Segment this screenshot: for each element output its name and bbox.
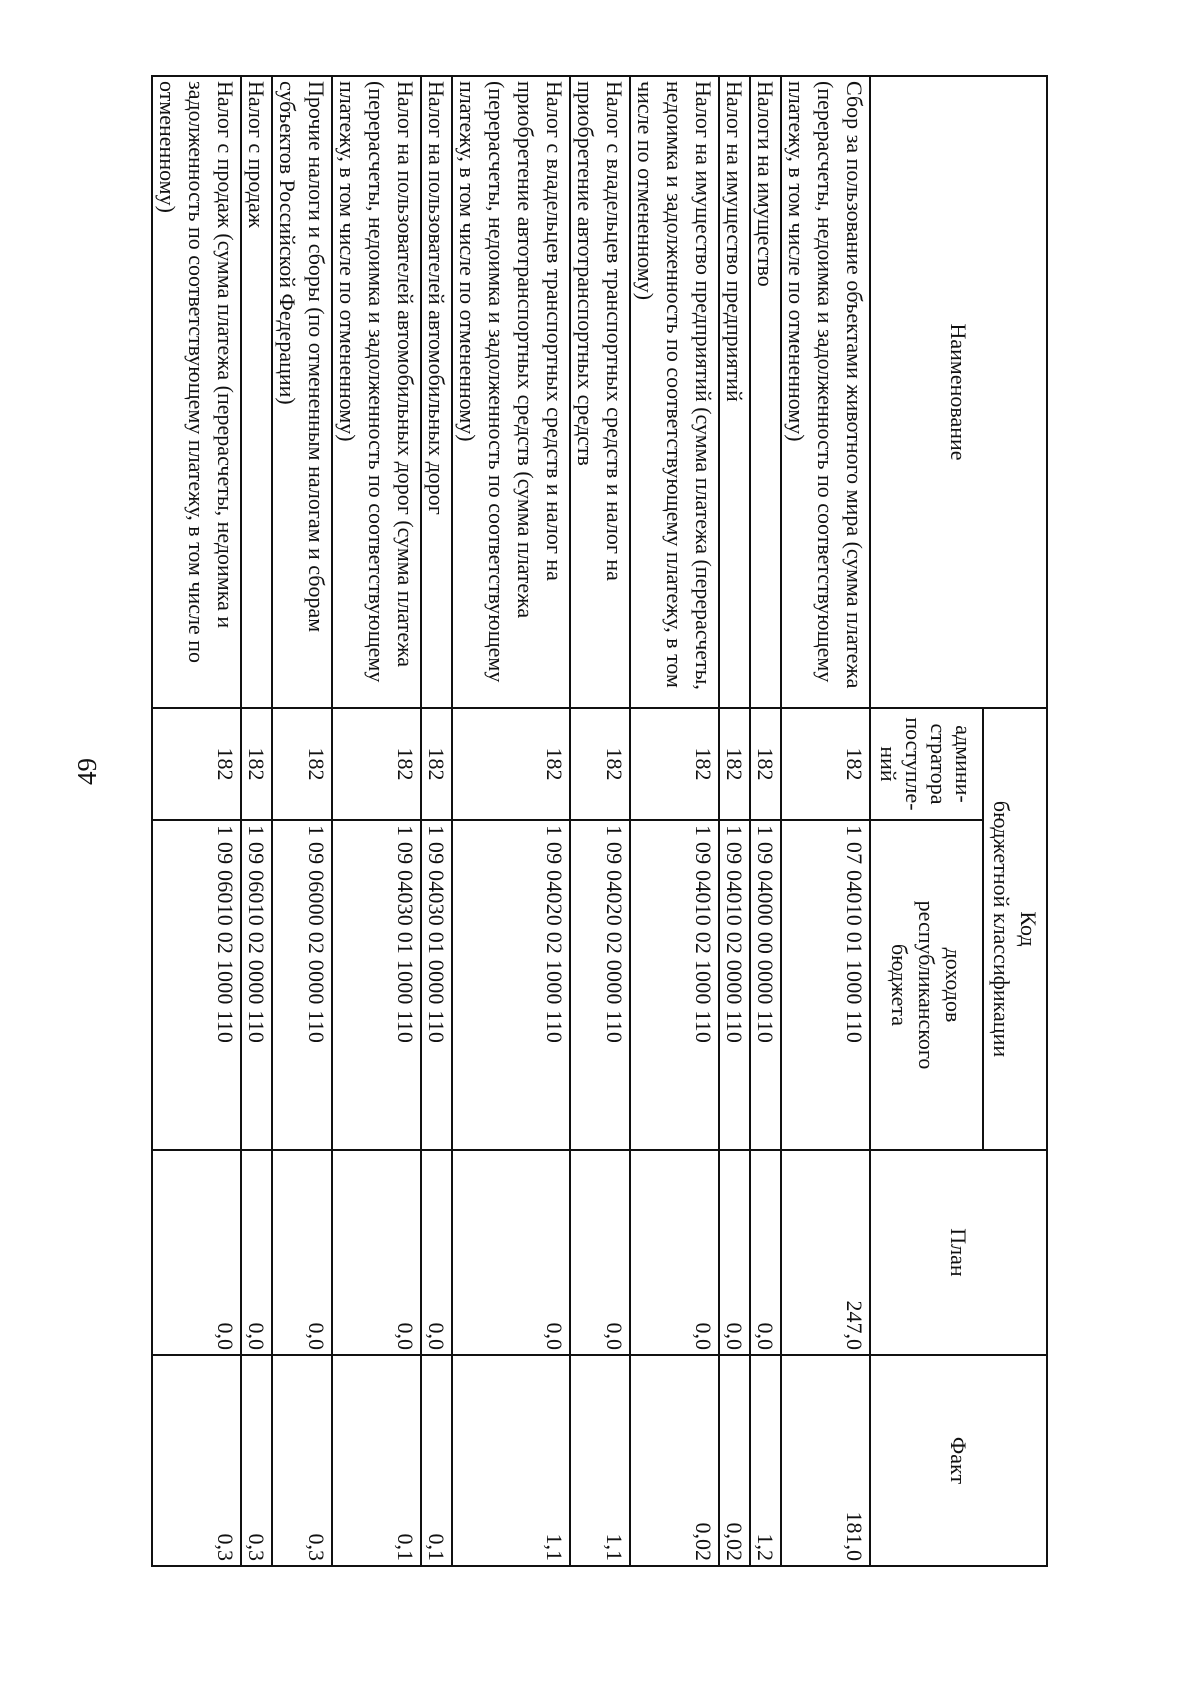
row-name: Налог на пользователей автомобильных дорог — [421, 76, 452, 708]
row-name: Налог с владельцев транспортных средств и налог на приобретение автотранспортных средств — [570, 76, 630, 708]
row-fact: 1,1 — [452, 1355, 570, 1566]
row-fact: 0,02 — [630, 1355, 719, 1566]
row-admin-code: 182 — [452, 708, 570, 820]
row-budget-code: 1 09 06010 02 1000 110 — [152, 820, 241, 1150]
row-name: Налоги на имущество — [750, 76, 781, 708]
row-fact: 0,1 — [332, 1355, 421, 1566]
row-admin-code: 182 — [570, 708, 630, 820]
row-fact: 0,1 — [421, 1355, 452, 1566]
row-plan: 0,0 — [719, 1150, 750, 1355]
table-row — [750, 76, 781, 1566]
header-name: Наименование — [870, 76, 1047, 708]
row-plan: 0,0 — [452, 1150, 570, 1355]
row-name: Налог на пользователей автомобильных дорог (сумма платежа (перерасчеты, недоимка и задолженность по соответствующему платежу, в том числе по отмененному) — [332, 76, 421, 708]
row-budget-code: 1 09 04010 02 0000 110 — [719, 820, 750, 1150]
row-name: Налог с продаж — [241, 76, 272, 708]
row-budget-code: 1 09 04020 02 0000 110 — [570, 820, 630, 1150]
row-fact: 0,3 — [241, 1355, 272, 1566]
table-row — [272, 76, 332, 1566]
table-row — [630, 76, 719, 1566]
budget-income-table — [151, 75, 1048, 1567]
row-name: Сбор за пользование объектами животного мира (сумма платежа (перерасчеты, недоимка и задолженность по соответствующему платежу, в том числе по отмененному) — [781, 76, 870, 708]
row-admin-code: 182 — [332, 708, 421, 820]
row-budget-code: 1 09 04020 02 1000 110 — [452, 820, 570, 1150]
row-budget-code: 1 09 04030 01 0000 110 — [421, 820, 452, 1150]
header-code-group: Код бюджетной классификации — [983, 708, 1047, 1150]
row-plan: 0,0 — [332, 1150, 421, 1355]
table-row — [421, 76, 452, 1566]
row-fact: 1,1 — [570, 1355, 630, 1566]
row-fact: 0,3 — [152, 1355, 241, 1566]
row-plan: 0,0 — [152, 1150, 241, 1355]
table-row — [152, 76, 241, 1566]
row-budget-code: 1 09 04030 01 1000 110 — [332, 820, 421, 1150]
row-admin-code: 182 — [750, 708, 781, 820]
table-row — [241, 76, 272, 1566]
row-plan: 0,0 — [750, 1150, 781, 1355]
table-header — [870, 76, 1047, 1566]
page-number: 49 — [72, 758, 102, 785]
row-budget-code: 1 07 04010 01 1000 110 — [781, 820, 870, 1150]
row-budget-code: 1 09 04000 00 0000 110 — [750, 820, 781, 1150]
table-row — [781, 76, 870, 1566]
row-budget-code: 1 09 04010 02 1000 110 — [630, 820, 719, 1150]
row-plan: 0,0 — [570, 1150, 630, 1355]
row-fact: 0,02 — [719, 1355, 750, 1566]
row-name: Налог на имущество предприятий (сумма платежа (перерасчеты, недоимка и задолженность по соответствующему платежу, в том числе по отмененному) — [630, 76, 719, 708]
row-name: Прочие налоги и сборы (по отмененным налогам и сборам субъектов Российской Федерации) — [272, 76, 332, 708]
row-plan: 247,0 — [781, 1150, 870, 1355]
row-admin-code: 182 — [152, 708, 241, 820]
row-plan: 0,0 — [421, 1150, 452, 1355]
row-plan: 0,0 — [630, 1150, 719, 1355]
table-body — [152, 76, 870, 1566]
table-row — [452, 76, 570, 1566]
row-budget-code: 1 09 06010 02 0000 110 — [241, 820, 272, 1150]
header-income: доходов республиканского бюджета — [870, 820, 983, 1150]
row-plan: 0,0 — [241, 1150, 272, 1355]
row-admin-code: 182 — [719, 708, 750, 820]
row-admin-code: 182 — [272, 708, 332, 820]
row-name: Налог с продаж (сумма платежа (перерасчеты, недоимка и задолженность по соответствующему платежу, в том числе по отмененному) — [152, 76, 241, 708]
header-plan: План — [870, 1150, 1047, 1355]
row-admin-code: 182 — [241, 708, 272, 820]
header-fact: Факт — [870, 1355, 1047, 1566]
row-fact: 0,3 — [272, 1355, 332, 1566]
row-fact: 1,2 — [750, 1355, 781, 1566]
header-admin: админи- стратора поступле- ний — [870, 708, 983, 820]
row-admin-code: 182 — [630, 708, 719, 820]
table-row — [719, 76, 750, 1566]
row-plan: 0,0 — [272, 1150, 332, 1355]
table-row — [332, 76, 421, 1566]
rotated-table-sheet — [138, 75, 1048, 1565]
row-fact: 181,0 — [781, 1355, 870, 1566]
row-admin-code: 182 — [781, 708, 870, 820]
row-name: Налог на имущество предприятий — [719, 76, 750, 708]
row-admin-code: 182 — [421, 708, 452, 820]
row-name: Налог с владельцев транспортных средств и налог на приобретение автотранспортных средств (сумма платежа (перерасчеты, недоимка и задолженность по соответствующему платежу, в том числе по отмененному) — [452, 76, 570, 708]
row-budget-code: 1 09 06000 02 0000 110 — [272, 820, 332, 1150]
table-row — [570, 76, 630, 1566]
